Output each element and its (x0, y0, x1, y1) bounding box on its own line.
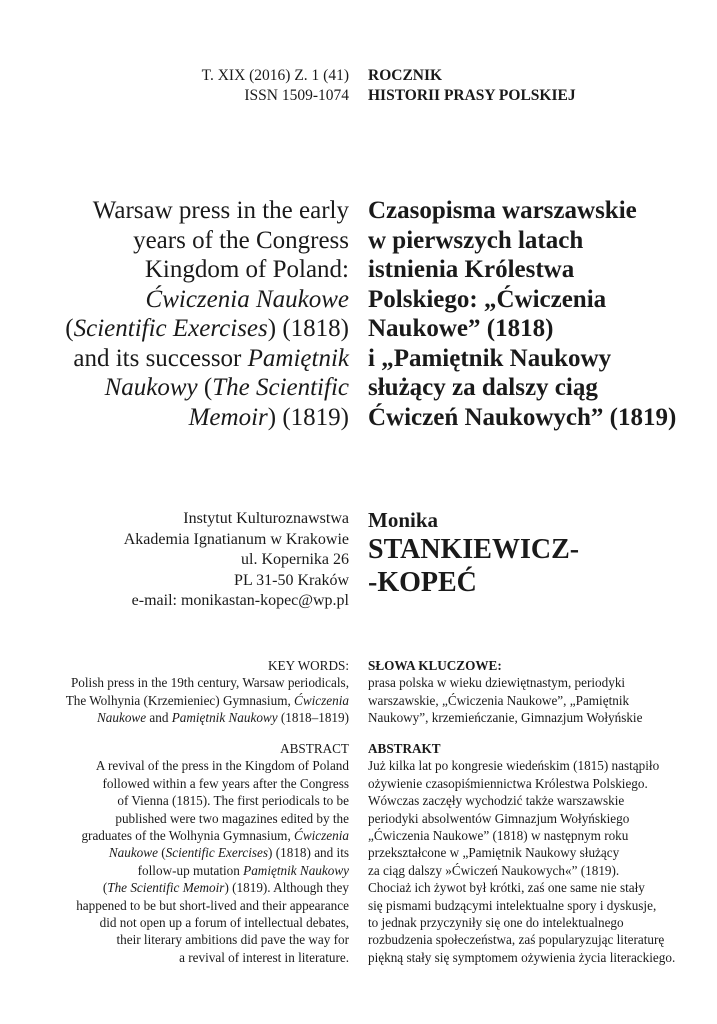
abstract-line: Już kilka lat po kongresie wiedeńskim (1815) nastąpiło (368, 758, 660, 774)
abstract-line: graduates of the Wolhynia Gymnasium, Ćwiczenia (81, 828, 349, 844)
journal-name-line1: ROCZNIK (368, 67, 443, 84)
abstract-heading: ABSTRAKT (368, 741, 441, 756)
title-english (65, 196, 349, 432)
title-pl-line: Ćwiczeń Naukowych” (1819) (368, 403, 677, 431)
abstract-line: (The Scientific Memoir) (1819). Although they (102, 880, 349, 896)
author-first-name: Monika (368, 508, 439, 532)
author-last-name: STANKIEWICZ- -KOPEĆ (368, 534, 580, 598)
affiliation-city: PL 31-50 Kraków (234, 571, 349, 589)
abstract-english (76, 740, 349, 966)
issn: ISSN 1509-1074 (244, 87, 349, 104)
title-en-line: Warsaw press in the early (92, 197, 349, 224)
keywords-line: prasa polska w wieku dziewiętnastym, periodyki (368, 675, 626, 691)
title-pl-line: Naukowe” (1818) (368, 315, 554, 342)
keywords-line: warszawskie, „Ćwiczenia Naukowe”, „Pamiętnik (368, 692, 630, 708)
abstract-line: ożywienie czasopiśmiennictwa Królestwa Polskiego. (368, 775, 648, 791)
abstract-line: Wówczas zaczęły wychodzić także warszawskie (368, 793, 625, 809)
keywords-line: The Wolhynia (Krzemieniec) Gymnasium, Ćwiczenia (65, 692, 349, 708)
abstract-polish (368, 740, 675, 966)
keywords-line: Polish press in the 19th century, Warsaw periodicals, (70, 675, 349, 691)
title-polish (368, 196, 676, 432)
abstract-line: a revival of interest in literature. (179, 949, 349, 965)
title-en-line: Memoir) (1819) (188, 403, 349, 431)
volume-info: T. XIX (2016) Z. 1 (41) (201, 67, 349, 84)
title-en-line: (Scientific Exercises) (1818) (65, 315, 349, 342)
affiliation-email: e-mail: monikastan-kopec@wp.pl (131, 592, 349, 609)
abstract-line: their literary ambitions did pave the way for (116, 932, 349, 948)
title-en-line: Ćwiczenia Naukowe (145, 285, 349, 313)
title-pl-line: Polskiego: „Ćwiczenia (368, 285, 607, 313)
abstract-line: happened to be but short-lived and their appearance (76, 897, 349, 913)
keywords-heading: KEY WORDS: (268, 658, 349, 673)
title-en-line: years of the Congress (133, 226, 349, 254)
title-pl-line: w pierwszych latach (368, 226, 584, 254)
journal-name-line2: HISTORII PRASY POLSKIEJ (368, 87, 576, 104)
abstract-line: za ciąg dalszy »Ćwiczeń Naukowych«” (1819). (368, 862, 620, 878)
author-affiliation (124, 509, 349, 612)
title-en-line: and its successor Pamiętnik (73, 344, 349, 372)
abstract-line: to jednak przyczyniły się one do intelektualnego (368, 915, 624, 931)
abstract-line: of Vienna (1815). The first periodicals to be (117, 793, 349, 809)
affiliation-street: ul. Kopernika 26 (241, 551, 349, 568)
title-en-line: Naukowy (The Scientific (104, 374, 349, 401)
keywords-heading: SŁOWA KLUCZOWE: (368, 658, 502, 673)
abstract-line: followed within a few years after the Congress (102, 775, 349, 791)
affiliation-institute: Instytut Kulturoznawstwa (183, 510, 349, 527)
keywords-polish (368, 657, 642, 727)
journal-name (368, 66, 576, 106)
abstract-line: rozbudzenia społeczeństwa, zaś popularyzując literaturę (368, 932, 665, 948)
journal-issue-info (202, 66, 349, 106)
abstract-line: piękną stały się symptomem ożywienia życia literackiego. (368, 949, 676, 965)
title-pl-line: służący za dalszy ciąg (368, 374, 598, 401)
abstract-line: did not open up a forum of intellectual debates, (99, 915, 349, 931)
abstract-line: A revival of the press in the Kingdom of Poland (95, 758, 349, 774)
keywords-english (66, 657, 349, 727)
title-pl-line: i „Pamiętnik Naukowy (368, 344, 612, 372)
keywords-line: Naukowe and Pamiętnik Naukowy (1818–1819) (96, 710, 349, 726)
abstract-line: Chociaż ich żywot był krótki, zaś one same nie stały (368, 880, 645, 896)
abstract-line: „Ćwiczenia Naukowe” (1818) w następnym roku (368, 828, 629, 844)
abstract-line: published were two magazines edited by the (115, 810, 349, 826)
abstract-line: się pismami budzącymi intelektualne spory i dyskusje, (368, 897, 657, 913)
title-en-line: Kingdom of Poland: (144, 256, 349, 283)
abstract-line: follow-up mutation Pamiętnik Naukowy (137, 862, 349, 878)
title-pl-line: istnienia Królestwa (368, 256, 575, 283)
title-pl-line: Czasopisma warszawskie (368, 197, 637, 224)
affiliation-academy: Akademia Ignatianum w Krakowie (123, 530, 349, 548)
abstract-line: periodyki absolwentów Gimnazjum Wołyńskiego (368, 810, 630, 826)
abstract-heading: ABSTRACT (280, 741, 349, 756)
keywords-line: Naukowy”, krzemieńczanie, Gimnazjum Wołyńskie (368, 710, 643, 726)
abstract-line: przekształcone w „Pamiętnik Naukowy służący (368, 845, 620, 861)
abstract-line: Naukowe (Scientific Exercises) (1818) and its (108, 845, 349, 861)
